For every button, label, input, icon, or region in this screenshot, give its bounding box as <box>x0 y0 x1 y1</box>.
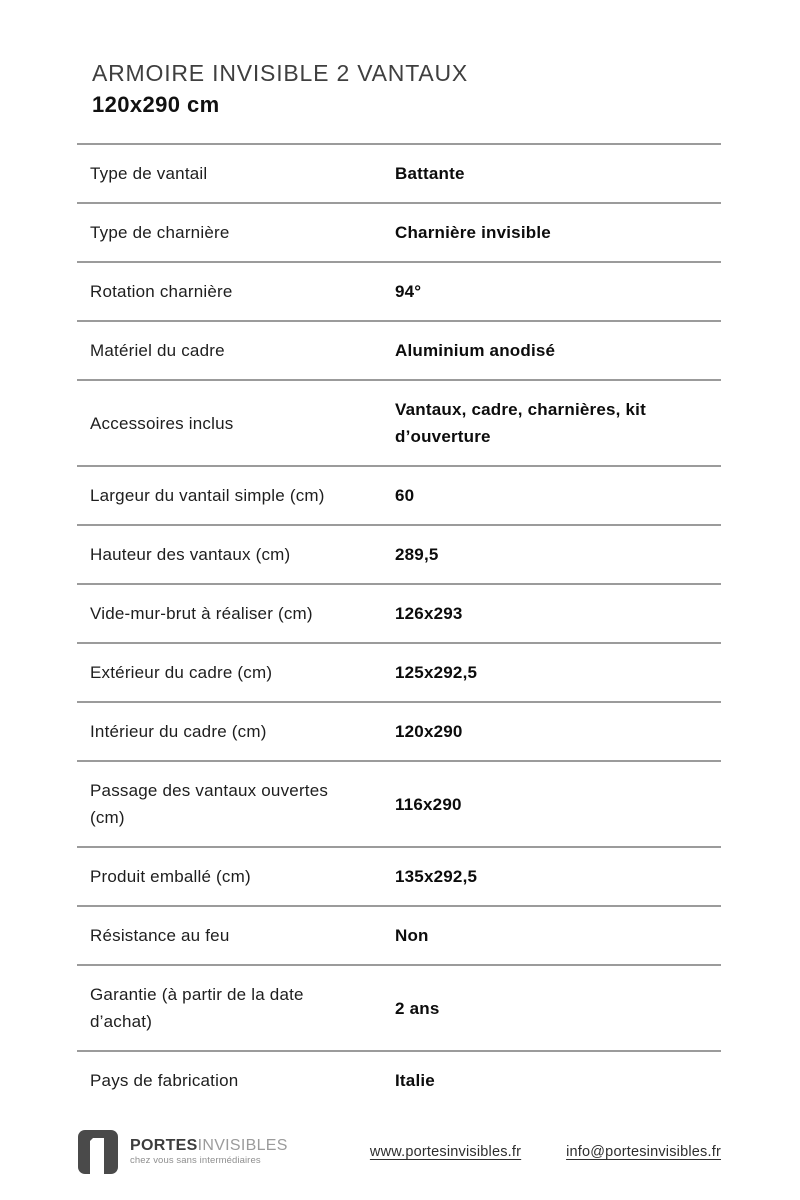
spec-label: Résistance au feu <box>90 926 230 945</box>
spec-value: 94° <box>395 282 422 301</box>
brand-name <box>130 1137 288 1155</box>
spec-label: Produit emballé (cm) <box>90 867 251 886</box>
spec-row-vide-mur-brut <box>77 585 721 644</box>
spec-value: 120x290 <box>395 722 463 741</box>
spec-value: 125x292,5 <box>395 663 478 682</box>
website-link[interactable]: www.portesinvisibles.fr <box>369 1144 522 1160</box>
spec-row-largeur-vantail <box>77 467 721 526</box>
brand-text <box>130 1137 288 1167</box>
spec-row-type-charniere <box>77 204 721 263</box>
spec-row-accessoires <box>77 381 721 467</box>
spec-value: Vantaux, cadre, charnières, kit d’ouverture <box>395 400 646 446</box>
spec-label: Largeur du vantail simple (cm) <box>90 486 325 505</box>
spec-label: Passage des vantaux ouvertes (cm) <box>90 781 329 827</box>
spec-value: Aluminium anodisé <box>395 341 556 360</box>
sheet-header <box>77 0 721 120</box>
brand-tagline: chez vous sans intermédiaires <box>130 1155 261 1166</box>
brand-name-light: INVISIBLES <box>197 1137 288 1154</box>
spec-label: Hauteur des vantaux (cm) <box>90 545 291 564</box>
spec-label: Accessoires inclus <box>90 413 234 433</box>
spec-row-hauteur-vantaux <box>77 526 721 585</box>
spec-value: Battante <box>395 164 465 183</box>
spec-label: Intérieur du cadre (cm) <box>90 722 267 741</box>
spec-label: Rotation charnière <box>90 282 233 301</box>
page-subtitle: 120x290 cm <box>92 92 220 117</box>
spec-row-rotation-charniere <box>77 263 721 322</box>
spec-label: Garantie (à partir de la date d’achat) <box>90 985 304 1031</box>
spec-label: Extérieur du cadre (cm) <box>90 663 273 682</box>
spec-value: Non <box>395 926 429 945</box>
spec-value: 126x293 <box>395 604 463 623</box>
spec-value: 116x290 <box>395 794 462 814</box>
spec-value: Charnière invisible <box>395 223 551 242</box>
spec-row-exterieur-cadre <box>77 644 721 703</box>
spec-label: Pays de fabrication <box>90 1071 239 1090</box>
spec-row-resistance-feu <box>77 907 721 966</box>
spec-value: 2 ans <box>395 998 440 1018</box>
spec-row-passage-vantaux <box>77 762 721 848</box>
spec-row-garantie <box>77 966 721 1052</box>
spec-label: Vide-mur-brut à réaliser (cm) <box>90 604 313 623</box>
spec-row-pays-fabrication <box>77 1052 721 1109</box>
spec-label: Type de charnière <box>90 223 230 242</box>
spec-row-materiel-cadre <box>77 322 721 381</box>
brand-name-bold: PORTES <box>130 1137 198 1154</box>
spec-value: 289,5 <box>395 545 439 564</box>
spec-value: 60 <box>395 486 415 505</box>
spec-label: Type de vantail <box>90 164 208 183</box>
spec-value: Italie <box>395 1071 435 1090</box>
spec-label: Matériel du cadre <box>90 341 225 360</box>
email-link[interactable]: info@portesinvisibles.fr <box>566 1144 721 1160</box>
footer <box>77 1129 721 1175</box>
spec-row-produit-emballe <box>77 848 721 907</box>
brand-logo <box>77 1129 325 1175</box>
open-door-icon <box>77 1129 119 1175</box>
spec-value: 135x292,5 <box>395 867 478 886</box>
spec-table <box>77 143 721 1109</box>
spec-row-interieur-cadre <box>77 703 721 762</box>
page-title: ARMOIRE INVISIBLE 2 VANTAUX <box>92 60 469 86</box>
spec-row-type-vantail <box>77 145 721 204</box>
